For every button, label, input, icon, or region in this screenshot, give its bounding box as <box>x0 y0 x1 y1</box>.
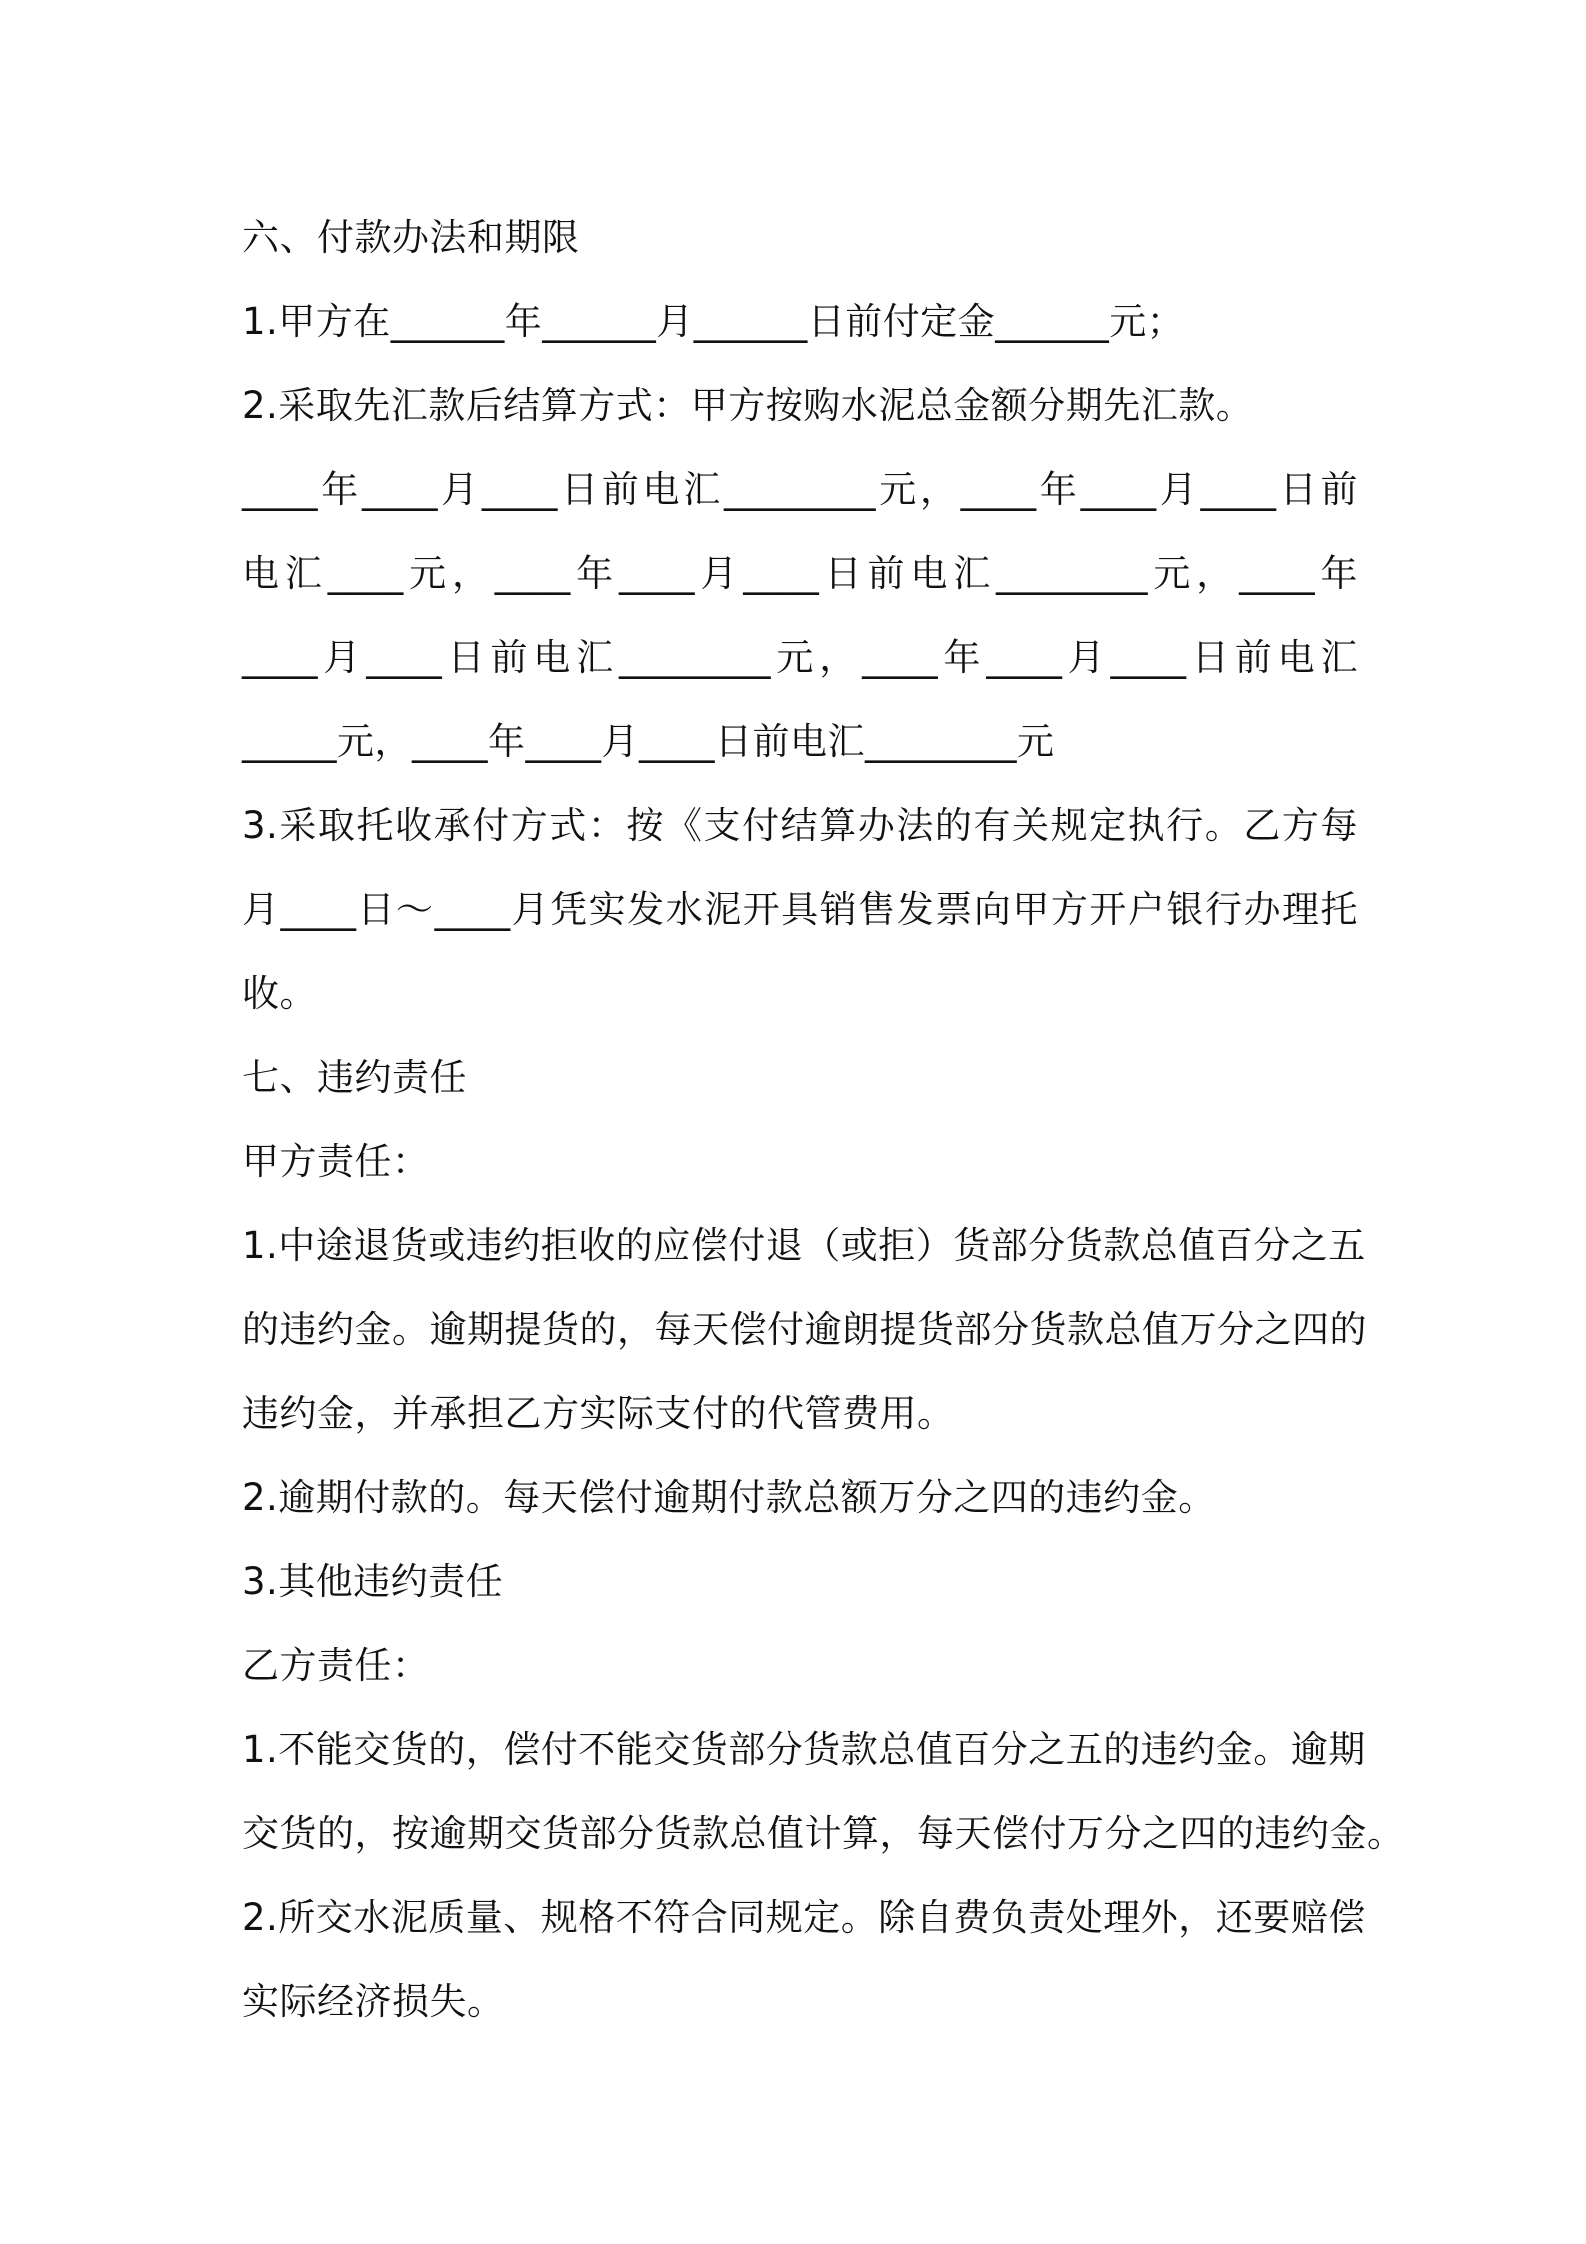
subheading-party-b: 乙方责任： <box>242 1644 430 1687</box>
paragraph-line: 电汇____元，____年____月____日前电汇________元，____年 <box>242 552 1358 595</box>
paragraph-line: _____元，____年____月____日前电汇________元 <box>242 720 1055 763</box>
paragraph-line: 交货的，按逾期交货部分货款总值计算，每天偿付万分之四的违约金。 <box>242 1812 1405 1855</box>
paragraph-line: 1.甲方在______年______月______日前付定金______元； <box>242 300 1185 343</box>
paragraph-line: 1.中途退货或违约拒收的应偿付退（或拒）货部分货款总值百分之五 <box>242 1224 1366 1267</box>
paragraph-line: 2.逾期付款的。每天偿付逾期付款总额万分之四的违约金。 <box>242 1476 1216 1519</box>
paragraph-line: 实际经济损失。 <box>242 1980 505 2023</box>
paragraph-line: 违约金，并承担乙方实际支付的代管费用。 <box>242 1392 955 1435</box>
section-heading-liability: 七、违约责任 <box>242 1056 467 1099</box>
paragraph-line: 2.所交水泥质量、规格不符合同规定。除自费负责处理外，还要赔偿 <box>242 1896 1366 1939</box>
document-body <box>242 196 1405 2044</box>
paragraph-line: 收。 <box>242 972 317 1015</box>
subheading-party-a: 甲方责任： <box>242 1140 430 1183</box>
paragraph-line: 3.采取托收承付方式：按《支付结算办法的有关规定执行。乙方每 <box>242 804 1358 847</box>
paragraph-line: 月____日～____月凭实发水泥开具销售发票向甲方开户银行办理托 <box>242 888 1358 931</box>
paragraph-line: ____月____日前电汇________元，____年____月____日前电汇 <box>242 636 1358 679</box>
section-heading-payment: 六、付款办法和期限 <box>242 216 580 259</box>
paragraph-line: 3.其他违约责任 <box>242 1560 504 1603</box>
paragraph-line: 1.不能交货的，偿付不能交货部分货款总值百分之五的违约金。逾期 <box>242 1728 1366 1771</box>
paragraph-line: 2.采取先汇款后结算方式：甲方按购水泥总金额分期先汇款。 <box>242 384 1254 427</box>
paragraph-line: 的违约金。逾期提货的，每天偿付逾朗提货部分货款总值万分之四的 <box>242 1308 1367 1351</box>
paragraph-line: ____年____月____日前电汇________元，____年____月____日前 <box>242 468 1358 511</box>
